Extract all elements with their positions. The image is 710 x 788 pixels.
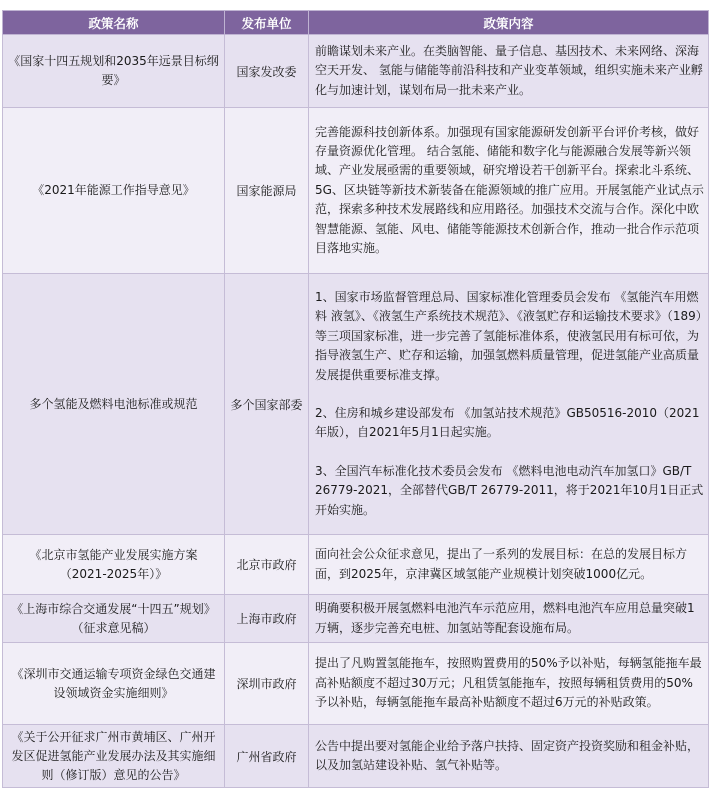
table-row xyxy=(3,108,709,274)
policy-name-cell: 《北京市氢能产业发展实施方案（2021-2025年）》 xyxy=(3,535,225,595)
table-header-row xyxy=(3,11,709,35)
policy-name-cell: 《2021年能源工作指导意见》 xyxy=(3,108,225,274)
policy-content-cell xyxy=(309,535,709,595)
table-row xyxy=(3,643,709,725)
header-issuer: 发布单位 xyxy=(225,11,309,35)
header-policy-name: 政策名称 xyxy=(3,11,225,35)
issuer-cell: 北京市政府 xyxy=(225,535,309,595)
table-row xyxy=(3,725,709,788)
issuer-cell: 国家发改委 xyxy=(225,35,309,108)
table-row xyxy=(3,595,709,643)
header-policy-content: 政策内容 xyxy=(309,11,709,35)
policy-content-cell xyxy=(309,274,709,535)
content-paragraph: 面向社会公众征求意见，提出了一系列的发展目标：在总的发展目标方面，到2025年，京津冀区域氢能产业规模计划突破1000亿元。 xyxy=(315,547,688,581)
table-row xyxy=(3,35,709,108)
content-paragraph: 3、全国汽车标准化技术委员会发布 《燃料电池电动汽车加氢口》GB/T 26779-2021，全部替代GB/T 26779-2011，将于2021年10月1日正式开始实施。 xyxy=(315,463,704,517)
policy-content-cell xyxy=(309,35,709,108)
issuer-cell: 广州省政府 xyxy=(225,725,309,788)
policy-content-cell xyxy=(309,643,709,725)
policy-name-cell: 《上海市综合交通发展“十四五”规划》（征求意见稿） xyxy=(3,595,225,643)
policy-name-cell: 《深圳市交通运输专项资金绿色交通建设领域资金实施细则》 xyxy=(3,643,225,725)
policy-table xyxy=(2,10,709,788)
content-paragraph: 提出了凡购置氢能拖车，按照购置费用的50%予以补贴，每辆氢能拖车最高补贴额度不超过30万元；凡租赁氢能拖车，按照每辆租赁费用的50%予以补贴，每辆氢能拖车最高补贴额度不超过6万元的补贴政策。 xyxy=(315,656,702,710)
issuer-cell: 上海市政府 xyxy=(225,595,309,643)
table-row xyxy=(3,535,709,595)
content-paragraph: 明确要积极开展氢燃料电池汽车示范应用，燃料电池汽车应用总量突破1万辆，逐步完善充电桩、加氢站等配套设施布局。 xyxy=(315,601,695,635)
policy-content-cell xyxy=(309,595,709,643)
content-paragraph: 1、国家市场监督管理总局、国家标准化管理委员会发布 《氢能汽车用燃料 液氢》、《液氢生产系统技术规范》、《液氢贮存和运输技术要求》（189）等三项国家标准，进一步完善了氢能标准体系，使液氢民用有标可依，为指导液氢生产、贮存和运输，加强氢燃料质量管理，促进氢能产业高质量发展提供重要标准支撑。 xyxy=(315,289,702,382)
policy-name-cell: 多个氢能及燃料电池标准或规范 xyxy=(3,274,225,535)
issuer-cell: 国家能源局 xyxy=(225,108,309,274)
policy-name-cell: 《国家十四五规划和2035年远景目标纲要》 xyxy=(3,35,225,108)
issuer-cell: 深圳市政府 xyxy=(225,643,309,725)
policy-content-cell xyxy=(309,108,709,274)
content-paragraph: 公告中提出要对氢能企业给予落户扶持、固定资产投资奖励和租金补贴，以及加氢站建设补贴、氢气补贴等。 xyxy=(315,738,700,772)
table-row xyxy=(3,274,709,535)
policy-content-cell xyxy=(309,725,709,788)
issuer-cell: 多个国家部委 xyxy=(225,274,309,535)
content-paragraph: 完善能源科技创新体系。加强现有国家能源研发创新平台评价考核，做好存量资源优化管理。 结合氢能、储能和数字化与能源融合发展等新兴领域、产业发展亟需的重要领域，研究增设若干创新平台。探索北斗系统、5G、区块链等新技术新装备在能源领域的推广应用。开展氢能产业试点示范，探索多种技术发展路线和应用路径。加强技术交流与合作。深化中欧智慧能源、氢能、风电、储能等能源技术创新合作，推动一批合作示范项目落地实施。 xyxy=(315,124,704,256)
content-paragraph: 前瞻谋划未来产业。在类脑智能、量子信息、基因技术、未来网络、深海空天开发、 氢能与储能等前沿科技和产业变革领域，组织实施未来产业孵化与加速计划，谋划布局一批未来产业。 xyxy=(315,43,703,97)
content-paragraph: 2、住房和城乡建设部发布 《加氢站技术规范》GB50516-2010（2021年版），自2021年5月1日起实施。 xyxy=(315,406,700,440)
policy-name-cell: 《关于公开征求广州市黄埔区、广州开发区促进氢能产业发展办法及其实施细则（修订版）意见的公告》 xyxy=(3,725,225,788)
